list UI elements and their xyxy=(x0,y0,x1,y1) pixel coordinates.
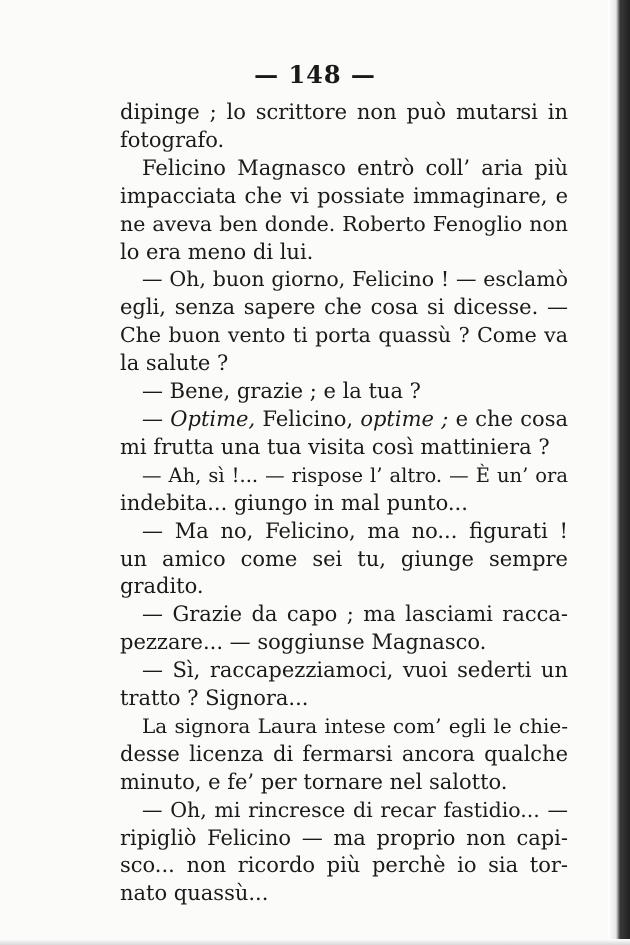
paragraph xyxy=(120,155,568,267)
paragraph xyxy=(120,713,568,797)
text-line: — Grazie da capo ; ma lasciami racca- xyxy=(142,602,568,627)
paragraph xyxy=(120,518,568,602)
text-line: egli, senza sapere che cosa si dicesse. — xyxy=(120,295,568,320)
paragraph xyxy=(120,406,568,462)
paragraph xyxy=(120,657,568,713)
italic-word: Optime, xyxy=(170,406,256,431)
text-line: — Oh, buon giorno, Felicino ! — esclamò xyxy=(142,267,568,292)
text-line: minuto, e fe’ per tornare nel salotto. xyxy=(120,769,508,794)
italic-word: optime ; xyxy=(360,406,449,431)
text-line: — Oh, mi rincresce di recar fastidio... — xyxy=(142,797,568,822)
paragraph xyxy=(120,378,568,406)
text-line: lo era meno di lui. xyxy=(120,239,314,264)
text-line: desse licenza di fermarsi ancora qualche xyxy=(120,741,568,766)
text-fragment: e che cosa xyxy=(448,406,568,431)
text-line: La signora Laura intese com’ egli le chie- xyxy=(142,713,568,738)
text-line xyxy=(120,406,568,434)
text-fragment: — xyxy=(142,406,171,431)
text-line: ripigliò Felicino — ma proprio non capi- xyxy=(120,825,568,850)
paragraph xyxy=(120,462,568,518)
text-line: mi frutta una tua visita così mattiniera ? xyxy=(120,434,550,459)
text-line: pezzare... — soggiunse Magnasco. xyxy=(120,630,487,655)
text-line: la salute ? xyxy=(120,351,229,376)
text-line: tratto ? Signora... xyxy=(120,686,309,711)
text-line: dipinge ; lo scrittore non può mutarsi in xyxy=(120,100,568,124)
paragraph xyxy=(120,797,568,909)
page-bottom-edge xyxy=(0,939,630,945)
text-line: sco... non ricordo più perchè io sia tor- xyxy=(120,853,568,878)
text-line: nato quassù... xyxy=(120,881,269,906)
text-line: Che buon vento ti porta quassù ? Come va xyxy=(120,323,568,348)
page-number: — 148 — xyxy=(254,60,376,89)
text-fragment: Felicino, xyxy=(255,406,361,431)
text-line: un amico come sei tu, giunge sempre xyxy=(120,546,568,571)
text-line: indebita... giungo in mal punto... xyxy=(120,490,468,515)
paragraph xyxy=(120,266,568,378)
paragraph xyxy=(120,601,568,657)
text-line: ne aveva ben donde. Roberto Fenoglio non xyxy=(120,211,568,236)
text-line: gradito. xyxy=(120,574,204,599)
page-gutter-edge xyxy=(608,0,630,945)
text-line: — Bene, grazie ; e la tua ? xyxy=(142,379,421,404)
text-line: fotografo. xyxy=(120,127,225,152)
paragraph xyxy=(120,99,568,155)
text-line: — Ma no, Felicino, ma no... figurati ! xyxy=(142,518,568,543)
text-line: — Ah, sì !... — rispose l’ altro. — È un’ ora xyxy=(142,463,568,487)
text-line: impacciata che vi possiate immaginare, e xyxy=(120,183,568,208)
text-line: — Sì, raccapezziamoci, vuoi sederti un xyxy=(142,658,568,683)
text-line: Felicino Magnasco entrò coll’ aria più xyxy=(142,155,568,180)
body-text xyxy=(120,99,568,908)
